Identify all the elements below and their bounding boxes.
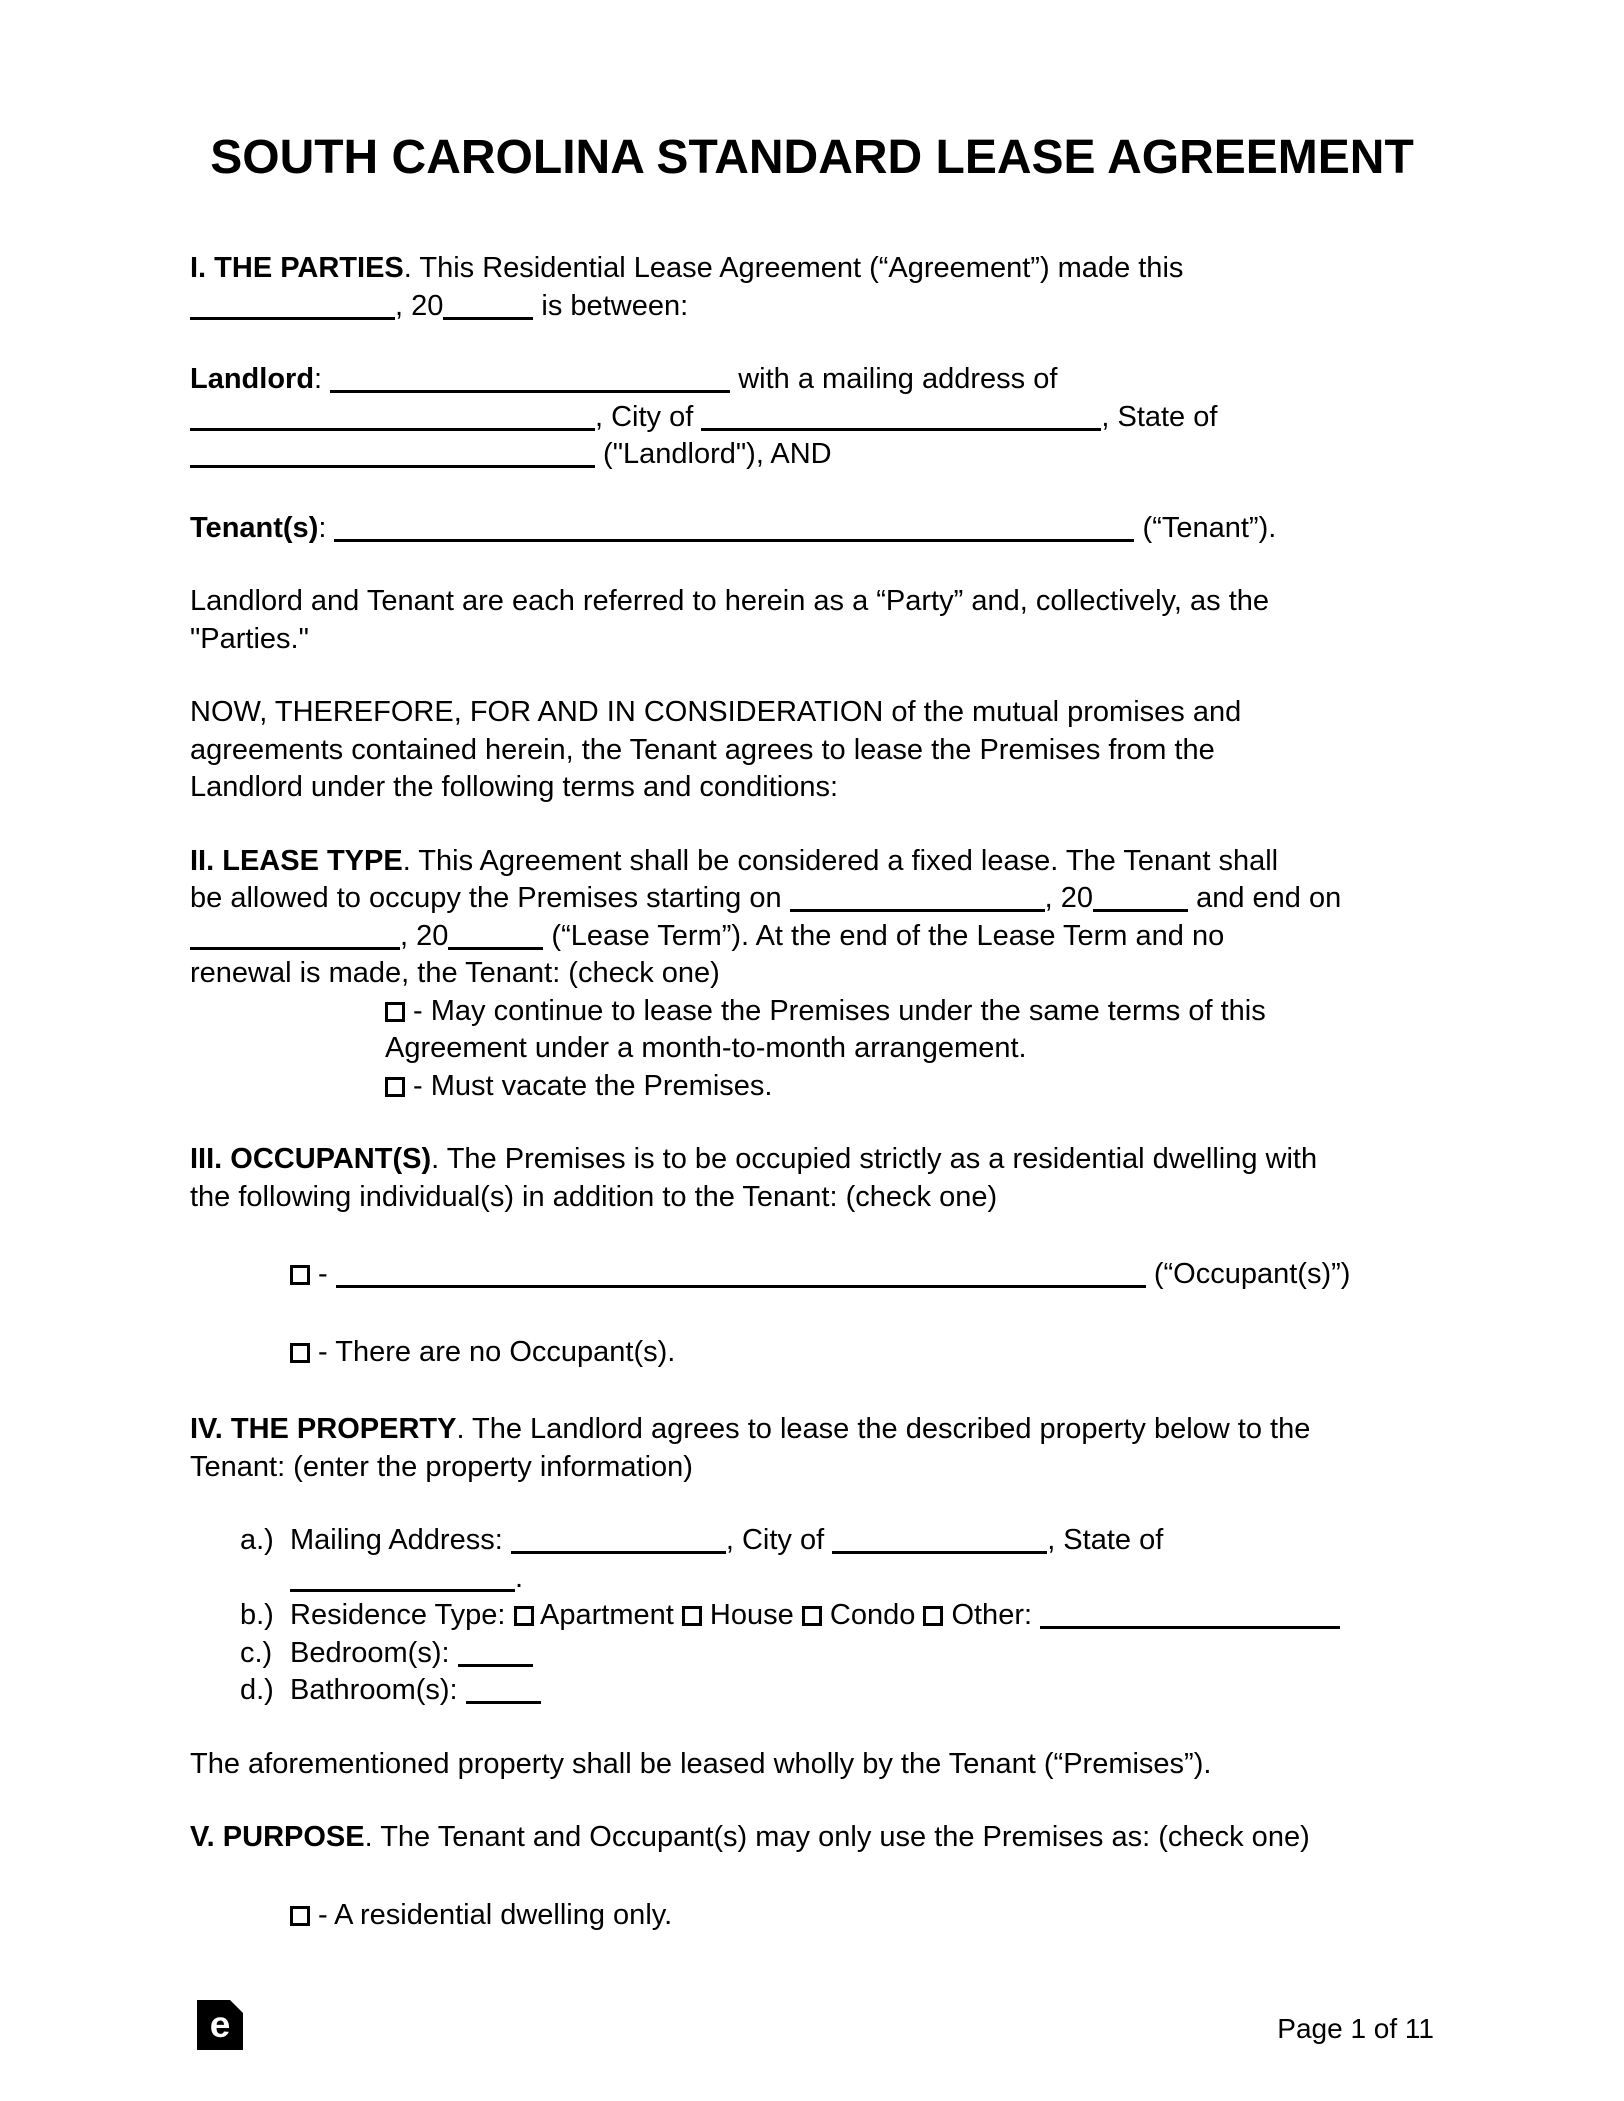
text-line: renewal is made, the Tenant: (check one) (190, 957, 720, 989)
text-line (190, 436, 1434, 474)
text: is between: (533, 289, 689, 322)
blank-bathrooms-count[interactable] (466, 1696, 541, 1704)
option-label: - There are no Occupant(s). (310, 1335, 676, 1368)
text-line (190, 250, 1434, 288)
blank-lease-end-date[interactable] (190, 942, 400, 950)
text: : (318, 511, 335, 544)
option-label: - (310, 1258, 336, 1290)
text-line (190, 399, 1434, 437)
text-line (190, 1411, 1434, 1449)
lease-type-options (190, 993, 1434, 1106)
checkbox-no-occupants[interactable] (290, 1343, 310, 1363)
text: Other: (943, 1599, 1041, 1631)
text-line (190, 880, 1434, 918)
text-line: "Parties." (190, 622, 309, 655)
text-line (190, 1141, 1434, 1179)
list-marker: d.) (240, 1674, 274, 1706)
text: ("Landlord"), AND (595, 438, 832, 470)
text-line: Tenant: (enter the property information) (190, 1450, 693, 1483)
text: and end on (1188, 882, 1342, 914)
option-label: - A residential dwelling only. (310, 1898, 673, 1931)
text: , State of (1101, 400, 1218, 433)
text: . (515, 1561, 524, 1594)
option-residential-only (190, 1897, 1434, 1935)
option-no-occupants (190, 1334, 1434, 1372)
blank-agreement-date[interactable] (190, 312, 395, 320)
blank-landlord-street[interactable] (190, 423, 595, 431)
page-number: Page 1 of 11 (1277, 2013, 1434, 2044)
text: , City of (725, 1524, 833, 1556)
section-purpose (190, 1819, 1434, 1857)
document-title: SOUTH CAROLINA STANDARD LEASE AGREEMENT (210, 131, 1414, 184)
landlord-label: Landlord (190, 363, 315, 395)
blank-residence-other[interactable] (1040, 1621, 1340, 1629)
text-line (190, 918, 1434, 956)
option-month-to-month-wrap: Agreement under a month-to-month arrangement. (385, 1032, 1027, 1064)
checkbox-residence-condo[interactable] (802, 1606, 822, 1626)
text-line (190, 1819, 1434, 1857)
list-marker: a.) (240, 1524, 274, 1556)
blank-property-street[interactable] (511, 1546, 726, 1554)
property-list (190, 1522, 1434, 1710)
eforms-logo (197, 2000, 243, 2050)
text: . The Premises is to be occupied strictly as a residential dwelling with (431, 1143, 1318, 1175)
text: (“Tenant”). (1134, 511, 1277, 544)
blank-lease-start-date[interactable] (790, 904, 1045, 912)
option-label: - May continue to lease the Premises under the same terms of this (405, 994, 1266, 1027)
text: Apartment (533, 1599, 682, 1631)
text: be allowed to occupy the Premises starting on (190, 882, 790, 914)
property-item-mailing-address (190, 1522, 1434, 1560)
blank-lease-start-year[interactable] (1093, 904, 1188, 912)
text: (“Lease Term”). At the end of the Lease Term and no (543, 919, 1225, 952)
text-line (190, 510, 1434, 548)
text: . This Residential Lease Agreement (“Agreement”) made this (403, 252, 1184, 284)
checkbox-must-vacate[interactable] (385, 1077, 405, 1097)
option-label: - Must vacate the Premises. (405, 1069, 773, 1102)
checkbox-residence-house[interactable] (682, 1606, 702, 1626)
eforms-logo-letter: e (209, 2004, 231, 2045)
text: (“Occupant(s)”) (1145, 1258, 1351, 1290)
landlord-block (190, 361, 1434, 474)
property-item-residence-type (190, 1597, 1434, 1635)
text-line: agreements contained herein, the Tenant agrees to lease the Premises from the (190, 733, 1215, 766)
section-purpose-heading: V. PURPOSE (190, 1821, 365, 1853)
text-line: Landlord and Tenant are each referred to herein as a “Party” and, collectively, as the (190, 585, 1270, 617)
text: . This Agreement shall be considered a fixed lease. The Tenant shall (402, 844, 1279, 877)
text: , 20 (1044, 882, 1094, 914)
text: House (701, 1599, 802, 1631)
text: Bedroom(s): (290, 1636, 458, 1669)
checkbox-continue-month-to-month[interactable] (385, 1002, 405, 1022)
text: . The Landlord agrees to lease the described property below to the (456, 1413, 1311, 1445)
option-must-vacate (190, 1068, 1434, 1106)
property-outro: The aforementioned property shall be leased wholly by the Tenant (“Premises”). (190, 1747, 1212, 1780)
consideration-clause (190, 694, 1434, 807)
text: , City of (595, 400, 702, 433)
section-parties (190, 250, 1434, 325)
text: Bathroom(s): (290, 1674, 466, 1706)
text-line: NOW, THEREFORE, FOR AND IN CONSIDERATION of the mutual promises and (190, 696, 1242, 728)
text: . The Tenant and Occupant(s) may only use the Premises as: (check one) (364, 1821, 1310, 1853)
section-property-heading: IV. THE PROPERTY (190, 1413, 457, 1445)
section-occupants-heading: III. OCCUPANT(S) (190, 1143, 432, 1175)
parties-definition (190, 583, 1434, 658)
blank-agreement-year[interactable] (443, 312, 533, 320)
section-lease-type (190, 843, 1434, 993)
blank-bedrooms-count[interactable] (458, 1659, 533, 1667)
text: Residence Type: (290, 1599, 514, 1631)
text: with a mailing address of (730, 363, 1058, 395)
text-line (190, 288, 1434, 326)
checkbox-occupants-named[interactable] (290, 1265, 310, 1285)
checkbox-residential-dwelling-only[interactable] (290, 1906, 310, 1926)
section-lease-type-heading: II. LEASE TYPE (190, 844, 403, 877)
section-parties-heading: I. THE PARTIES (190, 252, 404, 284)
blank-landlord-state[interactable] (190, 460, 595, 468)
text: Condo (821, 1599, 924, 1631)
text-line: the following individual(s) in addition to the Tenant: (check one) (190, 1180, 998, 1213)
checkbox-residence-apartment[interactable] (514, 1606, 534, 1626)
tenant-block (190, 510, 1434, 548)
text: Mailing Address: (290, 1524, 511, 1556)
section-property (190, 1411, 1434, 1486)
blank-landlord-city[interactable] (701, 423, 1101, 431)
text: , State of (1047, 1524, 1164, 1556)
blank-occupant-names[interactable] (336, 1280, 1146, 1288)
blank-lease-end-year[interactable] (448, 942, 543, 950)
text: , 20 (395, 289, 444, 322)
section-occupants (190, 1141, 1434, 1216)
tenant-label: Tenant(s) (190, 511, 319, 544)
blank-property-state[interactable] (290, 1584, 515, 1592)
property-item-mailing-address-wrap (190, 1560, 1434, 1598)
text: : (314, 363, 331, 395)
property-item-bathrooms (190, 1672, 1434, 1710)
list-marker: b.) (240, 1599, 274, 1631)
text-line (190, 843, 1434, 881)
property-item-bedrooms (190, 1635, 1434, 1673)
option-named-occupants (190, 1256, 1434, 1294)
option-month-to-month (190, 993, 1434, 1031)
text-line: Landlord under the following terms and conditions: (190, 771, 839, 803)
checkbox-residence-other[interactable] (923, 1606, 943, 1626)
list-marker: c.) (240, 1636, 273, 1669)
text: , 20 (400, 919, 449, 952)
blank-tenant-names[interactable] (334, 534, 1134, 542)
text-line (190, 361, 1434, 399)
blank-property-city[interactable] (832, 1546, 1047, 1554)
blank-landlord-name[interactable] (330, 385, 730, 393)
